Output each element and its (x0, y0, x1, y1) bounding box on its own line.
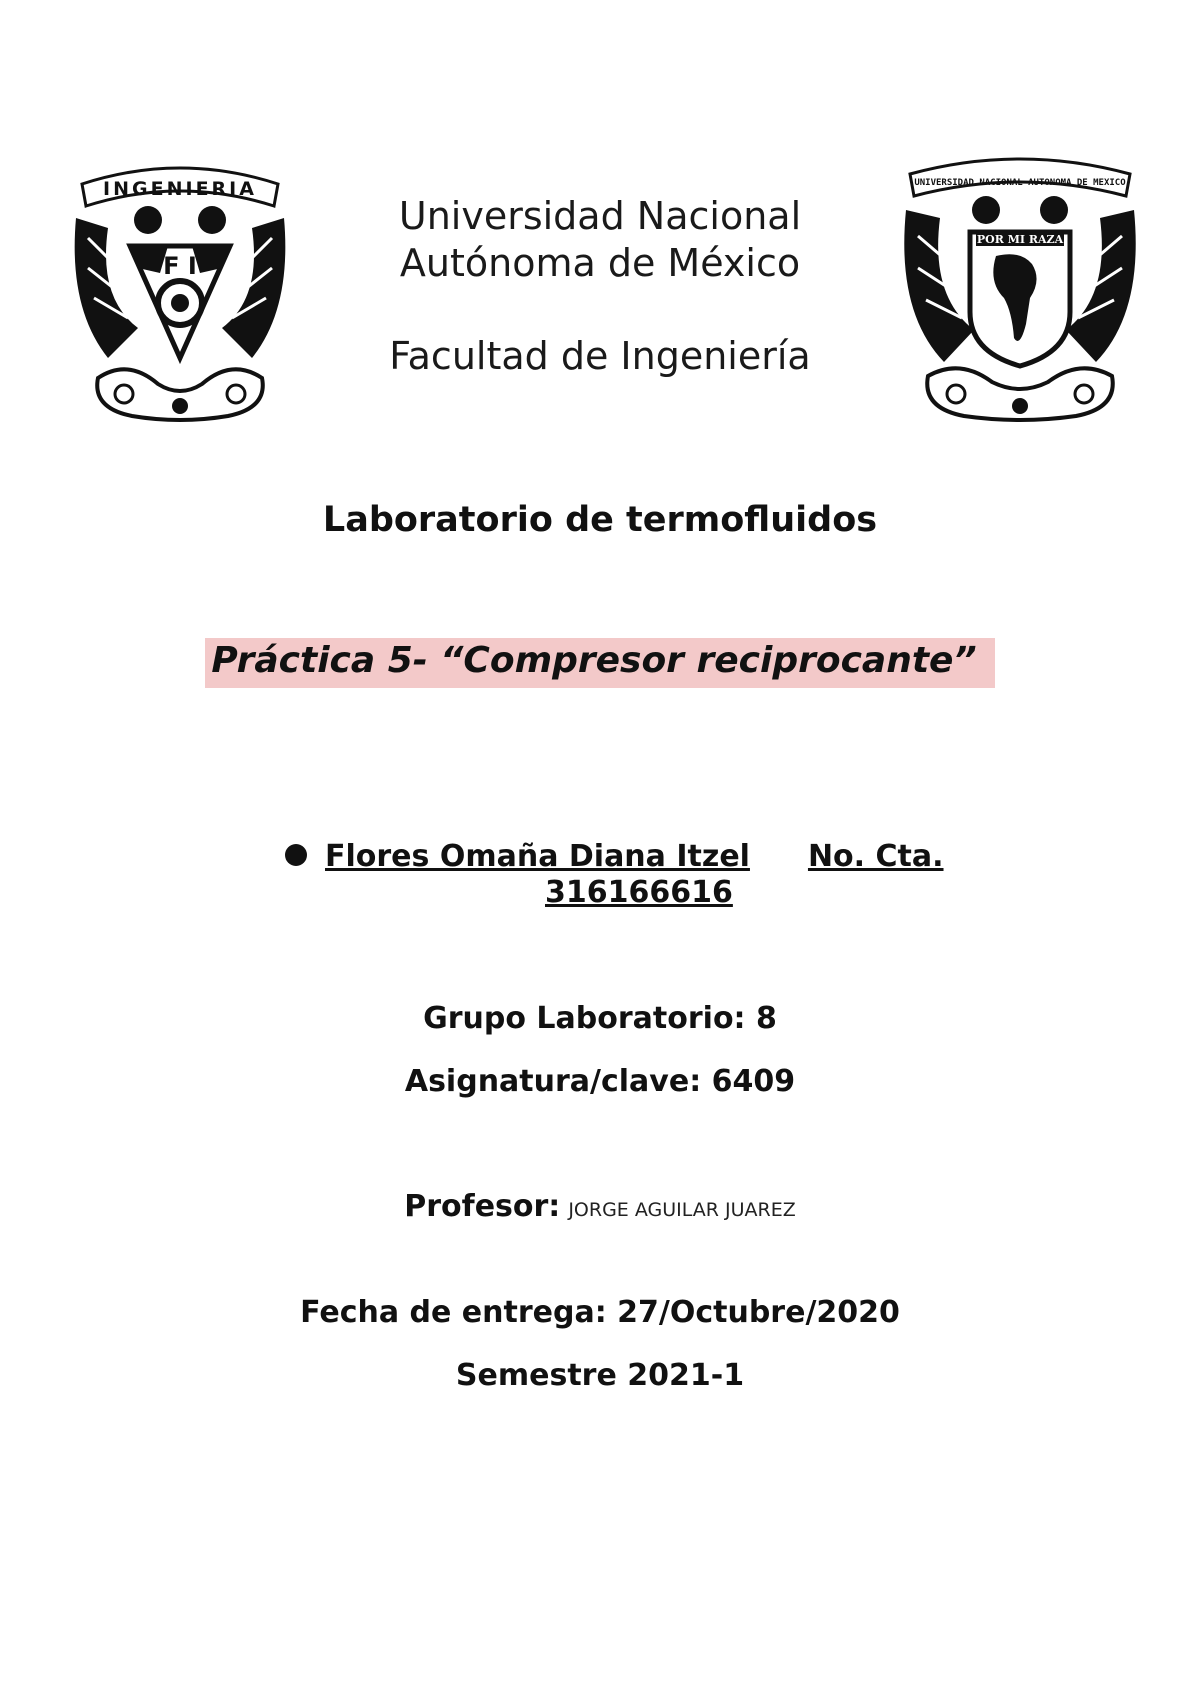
student-entry (285, 838, 944, 876)
professor-name: JORGE AGUILAR JUAREZ (568, 1199, 796, 1221)
account-label: No. Cta. (807, 839, 944, 874)
student-name: Flores Omaña Diana Itzel (325, 839, 750, 874)
professor-label: Profesor: (404, 1189, 561, 1224)
university-name (0, 193, 1200, 287)
university-line-2: Autónoma de México (399, 241, 801, 285)
professor (0, 1188, 1200, 1229)
fi-crest-text: INGENIERIA (103, 178, 257, 200)
semester: Semestre 2021-1 (455, 1358, 745, 1393)
lab-title: Laboratorio de termofluidos (322, 500, 878, 540)
practice-title: Práctica 5- “Compresor reciprocante” (205, 638, 994, 688)
account-number: 316166616 (545, 875, 733, 910)
unam-banner-text: POR MI RAZA (976, 233, 1064, 246)
subject-code: Asignatura/clave: 6409 (404, 1064, 796, 1099)
practice-title-container (0, 638, 1200, 688)
university-line-1: Universidad Nacional (398, 194, 802, 238)
unam-crest-text: UNIVERSIDAD NACIONAL AUTONOMA DE MEXICO (914, 178, 1126, 188)
due-date: Fecha de entrega: 27/Octubre/2020 (300, 1295, 900, 1330)
fi-shield-text: F I (163, 252, 197, 280)
lab-group: Grupo Laboratorio: 8 (423, 1001, 777, 1036)
bullet-icon (285, 844, 307, 866)
faculty-name: Facultad de Ingeniería (389, 334, 811, 378)
